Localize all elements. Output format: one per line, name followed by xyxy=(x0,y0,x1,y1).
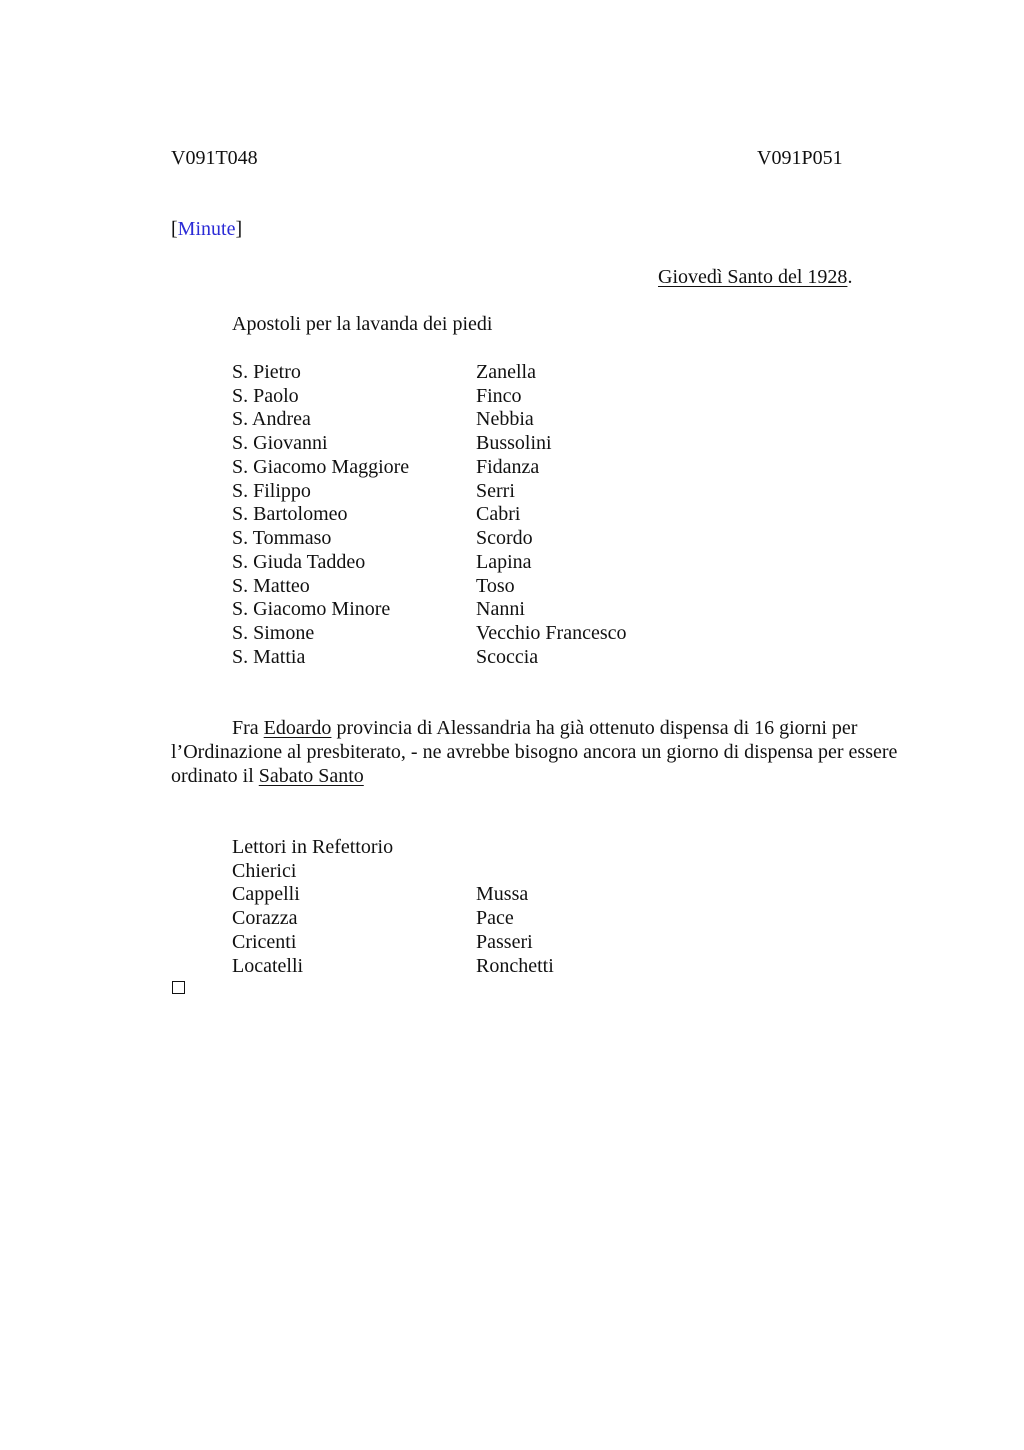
apostle-saint: S. Giuda Taddeo xyxy=(232,551,366,573)
readers-heading: Lettori in Refettorio xyxy=(232,836,394,858)
minute-bracket-close: ] xyxy=(235,218,243,240)
minute-bracket-open: [ xyxy=(171,218,178,240)
date-punct: . xyxy=(847,266,853,288)
paragraph-name: Edoardo xyxy=(263,717,332,739)
apostle-name: Bussolini xyxy=(476,432,552,454)
apostle-name: Scordo xyxy=(476,527,533,549)
apostle-name: Fidanza xyxy=(476,456,540,478)
apostle-saint: S. Pietro xyxy=(232,361,301,383)
apostle-row xyxy=(232,384,732,408)
document-code-right: V091P051 xyxy=(757,147,843,169)
dispensation-paragraph xyxy=(171,716,931,788)
reader-left: Locatelli xyxy=(232,955,304,977)
reader-left: Corazza xyxy=(232,907,298,929)
reader-right: Mussa xyxy=(476,883,529,905)
apostle-row xyxy=(232,621,732,645)
apostles-heading: Apostoli per la lavanda dei piedi xyxy=(232,313,493,335)
apostle-name: Serri xyxy=(476,480,515,502)
reader-row xyxy=(232,930,732,954)
apostle-saint: S. Paolo xyxy=(232,385,299,407)
reader-right: Pace xyxy=(476,907,514,929)
reader-right: Passeri xyxy=(476,931,533,953)
apostle-saint: S. Bartolomeo xyxy=(232,503,348,525)
reader-row xyxy=(232,882,732,906)
apostle-name: Toso xyxy=(476,575,515,597)
apostle-row xyxy=(232,574,732,598)
apostle-row xyxy=(232,407,732,431)
minute-link[interactable]: Minute xyxy=(177,218,236,240)
readers-subheading: Chierici xyxy=(232,860,297,882)
minute-label xyxy=(171,217,242,241)
paragraph-day: Sabato Santo xyxy=(258,765,364,787)
apostle-row xyxy=(232,431,732,455)
apostle-row xyxy=(232,455,732,479)
paragraph-text-start: Fra xyxy=(232,717,264,739)
apostle-name: Scoccia xyxy=(476,646,539,668)
apostle-saint: S. Tommaso xyxy=(232,527,332,549)
paragraph-text-middle: provincia di Alessandria ha già ottenuto dispensa di 16 giorni per l’Ordinazione al presbiterato, - ne avrebbe bisogno ancora un giorno di dispensa per essere ordinato il xyxy=(171,717,898,787)
apostle-saint: S. Giacomo Minore xyxy=(232,598,391,620)
apostle-row xyxy=(232,479,732,503)
reader-right: Ronchetti xyxy=(476,955,554,977)
apostle-name: Finco xyxy=(476,385,522,407)
apostle-saint: S. Simone xyxy=(232,622,315,644)
reader-left: Cappelli xyxy=(232,883,300,905)
apostle-row xyxy=(232,502,732,526)
reader-left: Cricenti xyxy=(232,931,297,953)
reader-row xyxy=(232,906,732,930)
apostle-saint: S. Filippo xyxy=(232,480,311,502)
apostle-saint: S. Matteo xyxy=(232,575,310,597)
apostle-name: Cabri xyxy=(476,503,521,525)
apostle-saint: S. Giacomo Maggiore xyxy=(232,456,410,478)
apostle-name: Nanni xyxy=(476,598,525,620)
document-date xyxy=(658,265,852,289)
document-code-left: V091T048 xyxy=(171,147,258,169)
empty-square-icon xyxy=(172,981,185,994)
apostle-saint: S. Andrea xyxy=(232,408,311,430)
apostle-saint: S. Giovanni xyxy=(232,432,328,454)
apostle-row xyxy=(232,645,732,669)
apostle-name: Zanella xyxy=(476,361,536,383)
apostle-row xyxy=(232,550,732,574)
apostle-row xyxy=(232,597,732,621)
apostle-row xyxy=(232,526,732,550)
apostle-saint: S. Mattia xyxy=(232,646,306,668)
reader-row xyxy=(232,954,732,978)
date-text: Giovedì Santo del 1928 xyxy=(658,266,848,288)
apostle-name: Lapina xyxy=(476,551,532,573)
apostle-row xyxy=(232,360,732,384)
apostle-name: Nebbia xyxy=(476,408,534,430)
apostle-name: Vecchio Francesco xyxy=(476,622,627,644)
